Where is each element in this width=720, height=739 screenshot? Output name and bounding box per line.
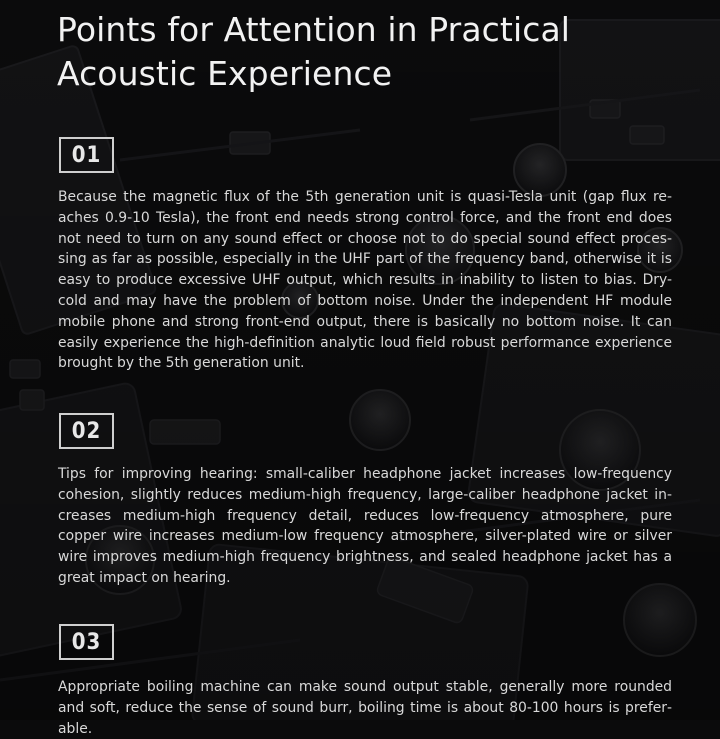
- section-number-badge-03: 03: [59, 624, 114, 660]
- section-text-03: Appropriate boiling machine can make sound output stable, generally more rounded and soft, reduce the sense of sound burr, boiling time is about 80-100 hours is preferable.: [58, 679, 672, 737]
- section-text-01: Because the magnetic flux of the 5th generation unit is quasi-Tesla unit (gap flux reaches 0.9-10 Tesla), the front end needs strong control force, and the front end does not need to turn on any sound effect or choose not to do special sound effect processing as far as possible, especially in the UHF part of the frequency band, otherwise it is easy to produce excessive UHF output, which results in inability to listen to bias. Dry-cold and may have the problem of bottom noise. Under the independent HF module mobile phone and strong front-end output, there is basically no bottom noise. It can easily experience the high-definition analytic loud field robust performance experience brought by the 5th generation unit.: [58, 189, 672, 372]
- section-number-badge-01: 01: [59, 137, 114, 173]
- page-title-line-2: Acoustic Experience: [57, 54, 393, 93]
- page-title-line-1: Points for Attention in Practical: [57, 10, 571, 49]
- page-title: [57, 8, 570, 96]
- section-number-badge-02: 02: [59, 413, 114, 449]
- section-text-02: Tips for improving hearing: small-caliber headphone jacket increases low-frequency cohesion, slightly reduces medium-high frequency, large-caliber headphone jacket increases medium-high frequency detail, reduces low-frequency atmosphere, pure copper wire increases medium-low frequency atmosphere, silver-plated wire or silver wire improves medium-high frequency brightness, and sealed headphone jacket has a great impact on hearing.: [58, 466, 672, 586]
